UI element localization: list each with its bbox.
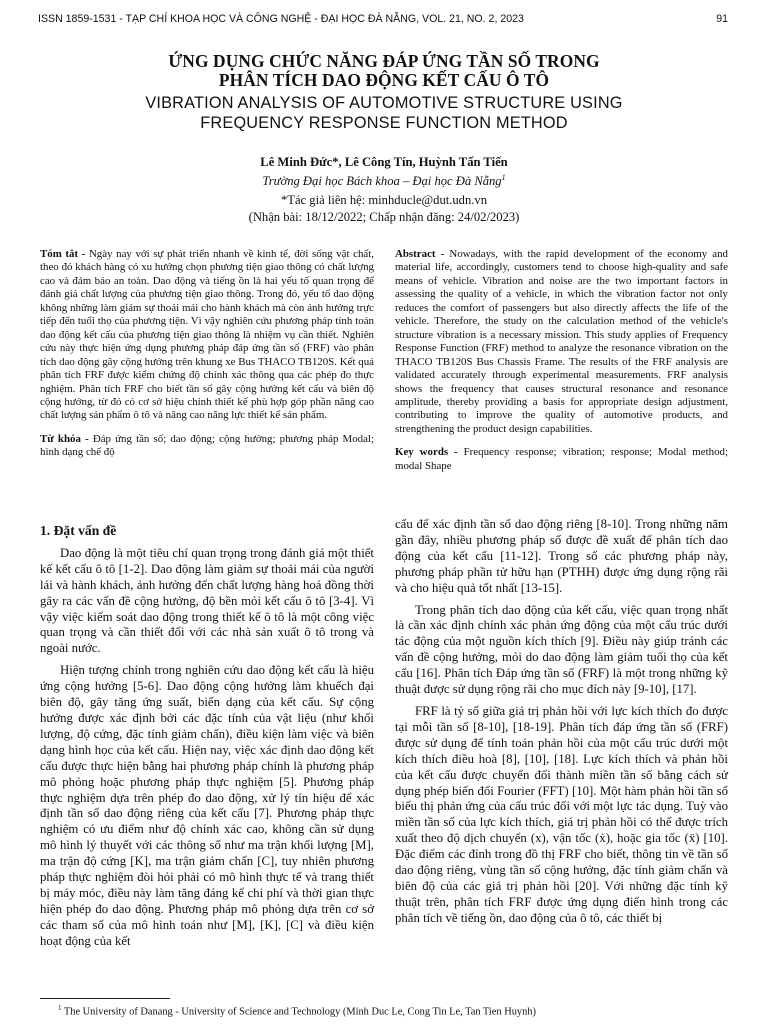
title-block	[40, 52, 728, 225]
body-column-left	[40, 517, 374, 956]
keywords-text: Đáp ứng tần số; dao động; cộng hưởng; phương pháp Modal; hình dạng chế độ	[40, 432, 374, 459]
affiliation-mark: 1	[501, 173, 506, 182]
abstract-text: Ngày nay với sự phát triển nhanh về kinh tế, đời sống vật chất, theo đó khách hàng có xu hướng chọn phương tiện giao thông có chất lượng cao và đảm bảo an toàn. Dao động và tiếng ồn là hai yếu tố quan trọng để đánh giá chất lượng của phương tiện giao thông. Trong đó, yếu tố dao động không những làm giảm sự thoải mái cho hành khách mà còn ảnh hưởng trực tiếp đến tuổi thọ của phương tiện. Vì vậy nghiên cứu phương pháp tính toán dao động kết cấu của phương tiện giao thông là nhiệm vụ cần thiết. Nghiên cứu này thực hiện ứng dụng phương pháp đáp ứng tần số (FRF) vào phân tích dao động gây cộng hưởng trên khung xe Bus THACO TB120S. Kết quả phân tích FRF được kiểm chứng độ chính xác thông qua các phép đo thực nghiệm. Phân tích FRF cho biết tần số gây cộng hưởng kết cấu và biên độ cộng hưởng, từ đó có cơ sở hiệu chỉnh thiết kế phù hợp góp phần nâng cao chất lượng sản phẩm ô tô và nâng cao năng lực thiết kế sản phẩm.	[40, 248, 374, 422]
abstract-text: Nowadays, with the rapid development of the economy and material life, accordingly, customers tend to choose high-quality and safe means of vehicle. Vibration and noise are the two important factors in assessing the quality of a vehicle, in which the vibration factor not only reduces the comfort of passengers but also directly affects the life of the vehicle. Therefore, the study on the calculation method of the vehicle's structure vibration is a necessary mission. This study applies of Frequency Response Function (FRF) method to analyze the resonance vibration on the THACO TB120S Bus Chassis Frame. The results of the FRF analysis are validated accurately through experimental measurements. FRF analysis shows the frequency that causes structural resonance and resonance amplitude, thereby providing a basis for appropriate design adjustment, contributing to improve the quality of automotive products, and strengthening the product design capabilities.	[395, 248, 728, 435]
body-paragraph: Hiện tượng chính trong nghiên cứu dao động kết cấu là hiệu ứng cộng hưởng [5-6]. Dao động cộng hưởng làm khuếch đại biên độ, gây tăng ứng suất, biến dạng của kết cấu. Sự cộng hưởng được xác định bởi các đặc tính của vật liệu (như khối lượng, độ cứng, đặc tính giảm chấn), điều kiện làm việc và biên dạng hình học của kết cấu. Hiện nay, việc xác định dao động kết cấu được thực hiện bằng hai phương pháp chính là phương pháp mô phỏng hoặc phương pháp thực nghiệm [5]. Phương pháp thực nghiệm dựa trên phép đo dao động, xử lý tín hiệu để xác định tần số dao động riêng của kết cấu [7]. Phương pháp thực nghiệm có ưu điểm như độ chính xác cao, không cần sử dụng mô hình lý thuyết với các thông số như ma trận khối lượng [M], ma trận độ cứng [K], ma trận giảm chấn [C], tuy nhiên phương pháp thực nghiệm đòi hỏi phải có mô hình thực tế và trang thiết bị máy móc, điều này làm tăng đáng kể chi phí và thời gian thực hiện phép đo dao động. Phương pháp mô phỏng dựa trên cơ sở các tham số của mô hình toán như [M], [K], [C] và điều kiện hoạt động của kết	[40, 663, 374, 948]
abstract-vietnamese	[40, 248, 374, 460]
english-title-line: FREQUENCY RESPONSE FUNCTION METHOD	[200, 114, 568, 132]
body-paragraph: Dao động là một tiêu chí quan trọng trong đánh giá một thiết kế kết cấu ô tô [1-2]. Dao động làm giảm sự thoải mái của người lái và hành khách, ảnh hưởng đến chất lượng hàng hoá đồng thời gây ra các vấn đề cộng hưởng, độ bền mỏi kết cấu ô tô [3-4]. Vì vậy việc kiểm soát dao động trong thiết kế ô tô là một công việc quan trọng và cần thiết đối với các nhà sản xuất ô tô trong và ngoài nước.	[40, 545, 374, 656]
keywords-label: Key words -	[395, 446, 458, 459]
abstract-label: Tóm tắt -	[40, 248, 86, 260]
body-paragraph: cấu để xác định tần số dao động riêng [8-10]. Trong những năm gần đây, nhiều phương pháp số được đề xuất để phân tích dao động của kết cấu [11-12]. Trong số các phương pháp này, phương pháp phần tử hữu hạn (PTHH) được ứng dụng rộng rãi và cho hiệu quả tốt nhất [13-15].	[395, 517, 728, 595]
running-header	[38, 13, 728, 25]
vietnamese-title-line: ỨNG DỤNG CHỨC NĂNG ĐÁP ỨNG TẦN SỐ TRONG	[168, 51, 600, 71]
submission-dates: (Nhận bài: 18/12/2022; Chấp nhận đăng: 24/02/2023)	[248, 210, 520, 225]
author-list: Lê Minh Đức*, Lê Công Tín, Huỳnh Tấn Tiến	[260, 155, 508, 169]
body-paragraph: Trong phân tích dao động của kết cấu, việc quan trọng nhất là cần xác định chính xác phản ứng động của một cấu trúc dưới tác động của một nguồn kích thích [9]. Điều này giúp tránh các vấn đề cộng hưởng, mỏi do dao động làm giảm tuổi thọ của kết cấu [16]. Phân tích Đáp ứng tần số (FRF) là một trong những kỹ thuật được sử dụng rộng rãi cho mục đích này [9-10], [17].	[395, 602, 728, 697]
page-number: 91	[716, 13, 728, 25]
section-heading: 1. Đặt vấn đề	[40, 523, 117, 538]
abstract-paragraph	[40, 248, 374, 423]
vietnamese-title	[40, 52, 728, 90]
footnote-text: The University of Danang - University of Science and Technology (Minh Duc Le, Cong Tin Le, Tan Tien Huynh)	[63, 1006, 536, 1018]
journal-header: ISSN 1859-1531 - TẠP CHÍ KHOA HỌC VÀ CÔNG NGHỆ - ĐẠI HỌC ĐÀ NẴNG, VOL. 21, NO. 2, 2023	[38, 13, 524, 25]
affiliation-text: Trường Đại học Bách khoa – Đại học Đà Nẵng	[262, 174, 502, 189]
body-column-right	[395, 517, 728, 933]
affiliation	[40, 173, 728, 189]
footnote-rule	[40, 998, 170, 999]
abstract-label: Abstract -	[395, 248, 445, 260]
body-paragraph: FRF là tỷ số giữa giá trị phản hồi với lực kích thích đo được tại mỗi tần số [8-10], [18-19]. Phân tích đáp ứng tần số (FRF) được sử dụng để tính toán phản hồi của một cấu trúc dưới một kích thích điều hoà [8], [10], [18]. Lực kích thích và phản hồi của kết cấu được chuyển đổi thành miền tần số bằng cách sử dụng phép biến đổi Fourier (FFT) [10]. Một hàm phản hồi tần số biểu thị phản ứng của cấu trúc đối với một lực tác dụng. Tuỳ vào miền tần số của lực kích thích, giá trị phản hồi có thể được trích xuất theo độ dịch chuyển (x), vận tốc (ẋ), hoặc gia tốc (ẍ) [10]. Đặc điểm các đỉnh trong đồ thị FRF cho biết, thông tin về tần số dao động riêng, vùng tần số cộng hưởng, đặc tính giảm chấn và biên độ của các giá trị phản hồi [20]. Với những đặc tính kỹ thuật trên, phân tích FRF được ứng dụng điển hình trong các phân tích về tiếng ồn, dao động của ô tô, các thiết bị	[395, 703, 728, 925]
keywords	[40, 433, 374, 460]
keywords	[395, 446, 728, 473]
footnote	[58, 1004, 536, 1017]
abstract-english	[395, 248, 728, 473]
vietnamese-title-line: PHÂN TÍCH DAO ĐỘNG KẾT CẤU Ô TÔ	[218, 70, 550, 90]
footnote-mark: 1	[58, 1004, 62, 1012]
abstract-paragraph	[395, 248, 728, 436]
keywords-text: Frequency response; vibration; response; Modal method; modal Shape	[395, 446, 728, 472]
corresponding-author: *Tác giả liên hệ: minhducle@dut.udn.vn	[280, 193, 488, 208]
english-title-line: VIBRATION ANALYSIS OF AUTOMOTIVE STRUCTURE USING	[145, 94, 623, 112]
keywords-label: Từ khóa -	[40, 432, 89, 445]
english-title	[40, 93, 728, 133]
